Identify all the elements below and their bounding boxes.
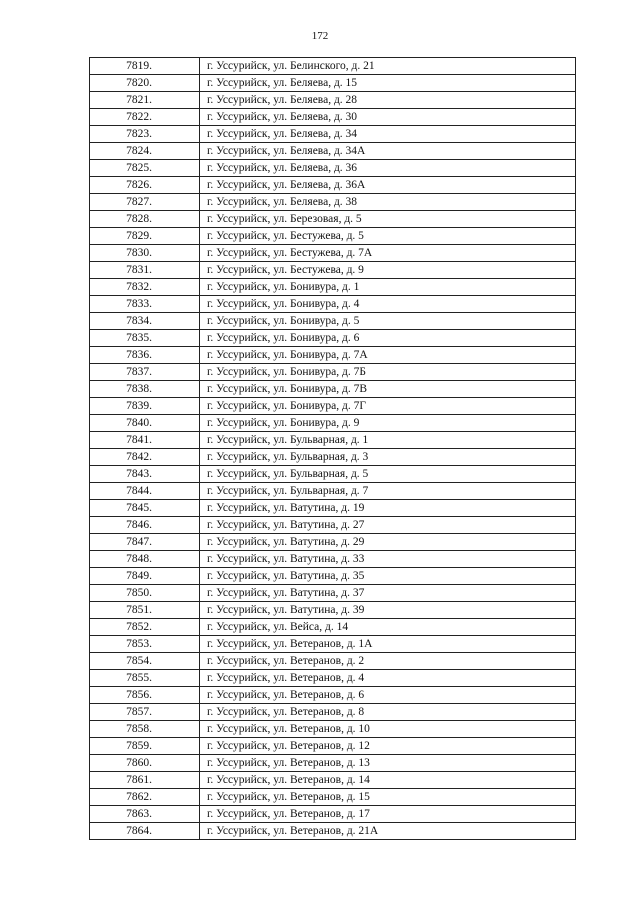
row-number-cell: 7827. [90,194,200,211]
table-row [90,415,576,432]
table-row [90,279,576,296]
address-cell: г. Уссурийск, ул. Бонивура, д. 7А [200,347,576,364]
row-number-cell: 7841. [90,432,200,449]
row-number-cell: 7834. [90,313,200,330]
table-row [90,381,576,398]
address-cell: г. Уссурийск, ул. Ветеранов, д. 13 [200,755,576,772]
address-cell: г. Уссурийск, ул. Беляева, д. 34 [200,126,576,143]
address-cell: г. Уссурийск, ул. Беляева, д. 38 [200,194,576,211]
row-number-cell: 7864. [90,823,200,840]
row-number-cell: 7828. [90,211,200,228]
row-number-cell: 7845. [90,500,200,517]
row-number-cell: 7824. [90,143,200,160]
address-cell: г. Уссурийск, ул. Бонивура, д. 4 [200,296,576,313]
row-number-cell: 7838. [90,381,200,398]
row-number-cell: 7863. [90,806,200,823]
row-number-cell: 7819. [90,58,200,75]
address-cell: г. Уссурийск, ул. Беляева, д. 36А [200,177,576,194]
row-number-cell: 7837. [90,364,200,381]
address-table [89,57,576,840]
table-row [90,160,576,177]
address-cell: г. Уссурийск, ул. Бонивура, д. 1 [200,279,576,296]
table-row [90,772,576,789]
row-number-cell: 7861. [90,772,200,789]
row-number-cell: 7855. [90,670,200,687]
table-row [90,534,576,551]
address-cell: г. Уссурийск, ул. Бонивура, д. 9 [200,415,576,432]
row-number-cell: 7823. [90,126,200,143]
table-row [90,619,576,636]
address-cell: г. Уссурийск, ул. Ватутина, д. 19 [200,500,576,517]
table-row [90,75,576,92]
address-cell: г. Уссурийск, ул. Ветеранов, д. 10 [200,721,576,738]
table-row [90,398,576,415]
address-cell: г. Уссурийск, ул. Ветеранов, д. 6 [200,687,576,704]
table-row [90,449,576,466]
page-number: 172 [311,30,329,42]
table-row [90,517,576,534]
table-row [90,466,576,483]
table-row [90,177,576,194]
row-number-cell: 7821. [90,92,200,109]
table-row [90,551,576,568]
address-cell: г. Уссурийск, ул. Ветеранов, д. 1А [200,636,576,653]
row-number-cell: 7851. [90,602,200,619]
table-row [90,721,576,738]
table-row [90,432,576,449]
table-row [90,262,576,279]
address-cell: г. Уссурийск, ул. Бестужева, д. 7А [200,245,576,262]
address-cell: г. Уссурийск, ул. Ватутина, д. 29 [200,534,576,551]
row-number-cell: 7844. [90,483,200,500]
row-number-cell: 7829. [90,228,200,245]
table-row [90,687,576,704]
table-row [90,483,576,500]
address-cell: г. Уссурийск, ул. Ватутина, д. 27 [200,517,576,534]
row-number-cell: 7854. [90,653,200,670]
table-row [90,568,576,585]
table-row [90,194,576,211]
address-cell: г. Уссурийск, ул. Ветеранов, д. 2 [200,653,576,670]
address-cell: г. Уссурийск, ул. Ветеранов, д. 12 [200,738,576,755]
row-number-cell: 7847. [90,534,200,551]
row-number-cell: 7826. [90,177,200,194]
row-number-cell: 7859. [90,738,200,755]
address-cell: г. Уссурийск, ул. Ветеранов, д. 8 [200,704,576,721]
address-cell: г. Уссурийск, ул. Бонивура, д. 7Г [200,398,576,415]
row-number-cell: 7853. [90,636,200,653]
address-cell: г. Уссурийск, ул. Белинского, д. 21 [200,58,576,75]
table-row [90,585,576,602]
row-number-cell: 7846. [90,517,200,534]
table-row [90,228,576,245]
table-row [90,92,576,109]
address-cell: г. Уссурийск, ул. Бестужева, д. 5 [200,228,576,245]
row-number-cell: 7842. [90,449,200,466]
address-cell: г. Уссурийск, ул. Ватутина, д. 35 [200,568,576,585]
address-cell: г. Уссурийск, ул. Беляева, д. 15 [200,75,576,92]
address-cell: г. Уссурийск, ул. Ветеранов, д. 14 [200,772,576,789]
table-row [90,602,576,619]
table-row [90,211,576,228]
row-number-cell: 7836. [90,347,200,364]
address-cell: г. Уссурийск, ул. Ветеранов, д. 21А [200,823,576,840]
table-row [90,143,576,160]
address-cell: г. Уссурийск, ул. Ватутина, д. 39 [200,602,576,619]
address-cell: г. Уссурийск, ул. Ватутина, д. 37 [200,585,576,602]
table-row [90,347,576,364]
table-row [90,296,576,313]
table-row [90,313,576,330]
row-number-cell: 7843. [90,466,200,483]
address-cell: г. Уссурийск, ул. Бульварная, д. 5 [200,466,576,483]
table-row [90,364,576,381]
table-row [90,245,576,262]
address-cell: г. Уссурийск, ул. Березовая, д. 5 [200,211,576,228]
row-number-cell: 7833. [90,296,200,313]
address-cell: г. Уссурийск, ул. Бонивура, д. 5 [200,313,576,330]
row-number-cell: 7856. [90,687,200,704]
address-cell: г. Уссурийск, ул. Вейса, д. 14 [200,619,576,636]
row-number-cell: 7835. [90,330,200,347]
table-row [90,636,576,653]
address-cell: г. Уссурийск, ул. Бестужева, д. 9 [200,262,576,279]
address-cell: г. Уссурийск, ул. Бонивура, д. 7В [200,381,576,398]
address-cell: г. Уссурийск, ул. Бульварная, д. 7 [200,483,576,500]
table-row [90,126,576,143]
table-row [90,58,576,75]
table-row [90,755,576,772]
table-row [90,500,576,517]
address-cell: г. Уссурийск, ул. Беляева, д. 30 [200,109,576,126]
row-number-cell: 7832. [90,279,200,296]
row-number-cell: 7860. [90,755,200,772]
row-number-cell: 7839. [90,398,200,415]
table-row [90,109,576,126]
address-cell: г. Уссурийск, ул. Беляева, д. 28 [200,92,576,109]
table-row [90,330,576,347]
row-number-cell: 7862. [90,789,200,806]
row-number-cell: 7848. [90,551,200,568]
row-number-cell: 7858. [90,721,200,738]
row-number-cell: 7831. [90,262,200,279]
row-number-cell: 7825. [90,160,200,177]
address-cell: г. Уссурийск, ул. Беляева, д. 34А [200,143,576,160]
address-cell: г. Уссурийск, ул. Ветеранов, д. 4 [200,670,576,687]
table-row [90,653,576,670]
address-cell: г. Уссурийск, ул. Бонивура, д. 6 [200,330,576,347]
address-table-body [90,58,576,840]
row-number-cell: 7820. [90,75,200,92]
address-cell: г. Уссурийск, ул. Бульварная, д. 1 [200,432,576,449]
table-row [90,806,576,823]
table-row [90,789,576,806]
row-number-cell: 7840. [90,415,200,432]
row-number-cell: 7849. [90,568,200,585]
address-cell: г. Уссурийск, ул. Бонивура, д. 7Б [200,364,576,381]
row-number-cell: 7852. [90,619,200,636]
address-cell: г. Уссурийск, ул. Ватутина, д. 33 [200,551,576,568]
table-row [90,670,576,687]
address-cell: г. Уссурийск, ул. Ветеранов, д. 17 [200,806,576,823]
row-number-cell: 7850. [90,585,200,602]
address-cell: г. Уссурийск, ул. Бульварная, д. 3 [200,449,576,466]
table-row [90,823,576,840]
table-row [90,704,576,721]
row-number-cell: 7857. [90,704,200,721]
address-cell: г. Уссурийск, ул. Ветеранов, д. 15 [200,789,576,806]
table-row [90,738,576,755]
row-number-cell: 7830. [90,245,200,262]
row-number-cell: 7822. [90,109,200,126]
address-cell: г. Уссурийск, ул. Беляева, д. 36 [200,160,576,177]
